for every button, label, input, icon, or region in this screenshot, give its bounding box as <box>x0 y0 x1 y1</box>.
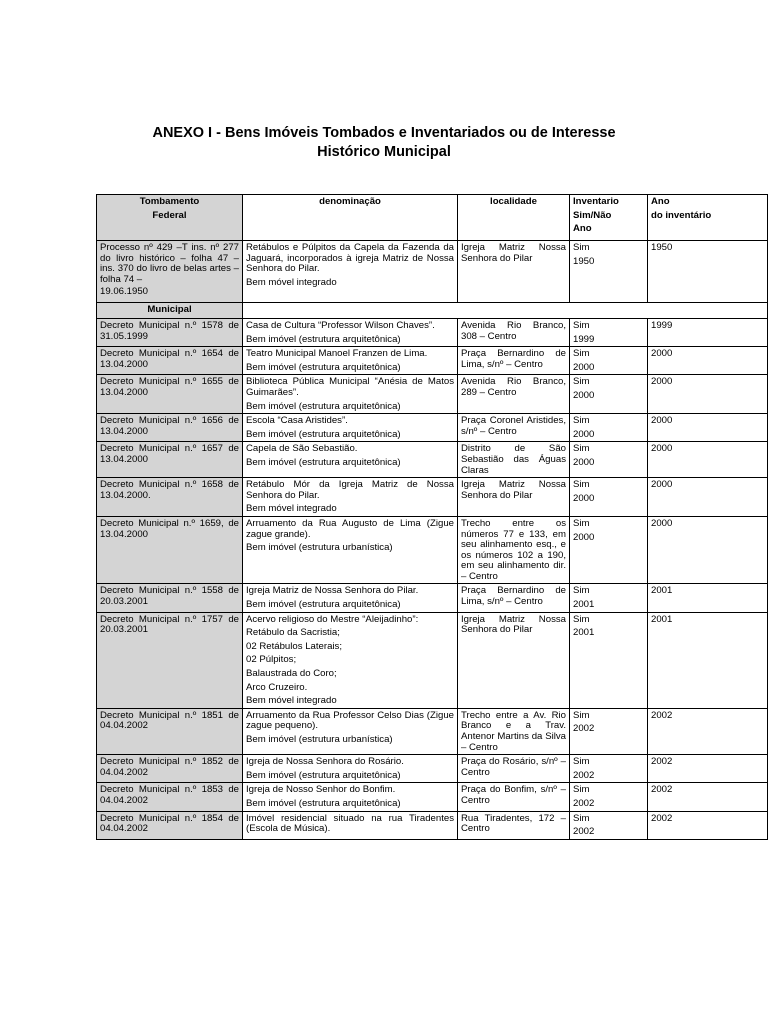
localidade-cell: Trecho entre a Av. Rio Branco e a Trav. Antenor Martins da Silva – Centro <box>458 708 570 754</box>
ano-cell: 2000 <box>648 442 768 478</box>
federal-inventario-cell <box>570 241 648 303</box>
denominacao-line: Arruamento da Rua Augusto de Lima (Zigue zague grande). <box>246 517 454 540</box>
title-line-2: Histórico Municipal <box>317 144 451 160</box>
ano-cell: 2001 <box>648 612 768 708</box>
denominacao-line: Acervo religioso do Mestre “Aleijadinho”: <box>246 613 419 625</box>
denominacao-line: Igreja Matriz de Nossa Senhora do Pilar. <box>246 585 419 597</box>
table-row <box>97 347 768 375</box>
inventario-ano: 2002 <box>573 723 595 735</box>
table-row <box>97 811 768 839</box>
denominacao-line: Teatro Municipal Manoel Franzen de Lima. <box>246 348 428 360</box>
federal-denominacao-text: Retábulos e Púlpitos da Capela da Fazenda da Jaguará, incorporados à igreja Matriz de Nossa Senhora do Pilar. <box>246 242 454 275</box>
federal-denominacao-type: Bem móvel integrado <box>246 276 337 288</box>
document-title <box>96 124 672 162</box>
denominacao-line: Retábulo Mór da Igreja Matriz de Nossa Senhora do Pilar. <box>246 479 454 501</box>
localidade-cell: Igreja Matriz Nossa Senhora do Pilar <box>458 478 570 517</box>
denominacao-line: Bem imóvel (estrutura arquitetônica) <box>246 599 401 611</box>
table-row <box>97 478 768 517</box>
header-inventario-line: Inventario <box>573 196 619 207</box>
inventario-cell <box>570 708 648 754</box>
denominacao-line: Bem imóvel (estrutura arquitetônica) <box>246 797 401 809</box>
denominacao-line: Igreja de Nosso Senhor do Bonfim. <box>246 784 396 796</box>
tombamento-cell: Decreto Municipal n.º 1658 de 13.04.2000. <box>97 478 243 517</box>
table-row <box>97 755 768 783</box>
ano-cell: 2000 <box>648 478 768 517</box>
table-row-municipal-heading <box>97 303 768 319</box>
tombamento-cell: Decreto Municipal n.º 1854 de 04.04.2002 <box>97 811 243 839</box>
heritage-table <box>96 194 768 840</box>
inventario-cell <box>570 478 648 517</box>
inventario-ano: 2000 <box>573 492 595 504</box>
header-ano <box>648 195 768 241</box>
localidade-cell: Avenida Rio Branco, 308 – Centro <box>458 319 570 347</box>
localidade-cell: Praça do Rosário, s/nº – Centro <box>458 755 570 783</box>
header-tombamento <box>97 195 243 241</box>
federal-tombamento-text: Processo nº 429 –T ins. nº 277 do livro histórico – folha 47 – ins. 370 do livro de belas artes – folha 74 – <box>100 242 239 285</box>
denominacao-line: Igreja de Nossa Senhora do Rosário. <box>246 756 404 768</box>
federal-localidade-cell: Igreja Matriz Nossa Senhora do Pilar <box>458 241 570 303</box>
inventario-sim: Sim <box>573 812 590 824</box>
table-row <box>97 319 768 347</box>
tombamento-cell: Decreto Municipal n.º 1659, de 13.04.2000 <box>97 516 243 584</box>
inventario-sim: Sim <box>573 376 590 388</box>
localidade-cell: Distrito de São Sebastião das Águas Claras <box>458 442 570 478</box>
ano-cell: 2002 <box>648 708 768 754</box>
denominacao-cell <box>243 708 458 754</box>
ano-cell: 2000 <box>648 414 768 442</box>
denominacao-line: Retábulo da Sacristia; <box>246 627 340 639</box>
tombamento-cell: Decreto Municipal n.º 1853 de 04.04.2002 <box>97 783 243 811</box>
tombamento-cell: Decreto Municipal n.º 1757 de 20.03.2001 <box>97 612 243 708</box>
table-row-federal <box>97 241 768 303</box>
header-federal-label: Federal <box>152 209 187 221</box>
inventario-sim: Sim <box>573 320 590 331</box>
ano-cell: 2000 <box>648 347 768 375</box>
federal-inventario-ano: 1950 <box>573 255 595 267</box>
denominacao-cell <box>243 516 458 584</box>
inventario-sim: Sim <box>573 415 590 427</box>
denominacao-cell <box>243 584 458 612</box>
denominacao-line: Casa de Cultura “Professor Wilson Chaves”. <box>246 320 435 331</box>
inventario-ano: 2000 <box>573 389 595 401</box>
localidade-cell: Avenida Rio Branco, 289 – Centro <box>458 375 570 414</box>
header-tombamento-label: Tombamento <box>139 196 200 207</box>
denominacao-line: Bem móvel integrado <box>246 695 337 707</box>
table-row <box>97 783 768 811</box>
inventario-sim: Sim <box>573 756 590 768</box>
denominacao-cell <box>243 442 458 478</box>
inventario-ano: 2002 <box>573 826 595 838</box>
inventario-sim: Sim <box>573 613 590 625</box>
denominacao-line: Bem imóvel (estrutura arquitetônica) <box>246 769 401 781</box>
localidade-cell: Praça do Bonfim, s/nº – Centro <box>458 783 570 811</box>
denominacao-line: Bem imóvel (estrutura arquitetônica) <box>246 361 401 373</box>
tombamento-cell: Decreto Municipal n.º 1655 de 13.04.2000 <box>97 375 243 414</box>
inventario-ano: 2001 <box>573 599 595 611</box>
denominacao-cell <box>243 755 458 783</box>
header-localidade: localidade <box>458 195 570 241</box>
header-inventario-line: Sim/Não <box>573 209 612 221</box>
title-line-1: ANEXO I - Bens Imóveis Tombados e Inventariados ou de Interesse <box>152 125 616 141</box>
inventario-sim: Sim <box>573 443 590 455</box>
tombamento-cell: Decreto Municipal n.º 1656 de 13.04.2000 <box>97 414 243 442</box>
tombamento-cell: Decreto Municipal n.º 1578 de 31.05.1999 <box>97 319 243 347</box>
inventario-cell <box>570 442 648 478</box>
tombamento-cell: Decreto Municipal n.º 1852 de 04.04.2002 <box>97 755 243 783</box>
inventario-sim: Sim <box>573 709 590 721</box>
inventario-sim: Sim <box>573 479 590 491</box>
localidade-cell: Igreja Matriz Nossa Senhora do Pilar <box>458 612 570 708</box>
denominacao-line: Arco Cruzeiro. <box>246 681 308 693</box>
localidade-cell: Praça Bernardino de Lima, s/nº – Centro <box>458 584 570 612</box>
denominacao-cell <box>243 783 458 811</box>
denominacao-line: Biblioteca Pública Municipal “Anésia de Matos Guimarães”. <box>246 376 454 398</box>
denominacao-line: Bem imóvel (estrutura arquitetônica) <box>246 333 401 345</box>
denominacao-cell <box>243 347 458 375</box>
inventario-cell <box>570 347 648 375</box>
denominacao-line: 02 Retábulos Laterais; <box>246 640 342 652</box>
table-row <box>97 516 768 584</box>
localidade-cell: Praça Coronel Aristides, s/nº – Centro <box>458 414 570 442</box>
inventario-sim: Sim <box>573 784 590 796</box>
municipal-section-filler <box>243 303 768 319</box>
inventario-cell <box>570 755 648 783</box>
federal-inventario-sim: Sim <box>573 242 590 253</box>
inventario-ano: 1999 <box>573 333 595 345</box>
inventario-sim: Sim <box>573 585 590 597</box>
denominacao-line: Bem imóvel (estrutura urbanística) <box>246 734 393 745</box>
denominacao-cell <box>243 414 458 442</box>
header-inventario <box>570 195 648 241</box>
denominacao-line: Arruamento da Rua Professor Celso Dias (Zigue zague pequeno). <box>246 709 454 732</box>
ano-cell: 1999 <box>648 319 768 347</box>
header-ano-line: Ano <box>651 196 670 207</box>
ano-cell: 2000 <box>648 375 768 414</box>
localidade-cell: Rua Tiradentes, 172 – Centro <box>458 811 570 839</box>
denominacao-line: Imóvel residencial situado na rua Tiradentes (Escola de Música). <box>246 812 454 835</box>
inventario-ano: 2002 <box>573 797 595 809</box>
ano-cell: 2002 <box>648 811 768 839</box>
denominacao-line: Bem móvel integrado <box>246 503 337 515</box>
table-row <box>97 414 768 442</box>
denominacao-cell <box>243 478 458 517</box>
table-row <box>97 442 768 478</box>
denominacao-line: Escola “Casa Aristides”. <box>246 415 348 427</box>
inventario-ano: 2002 <box>573 769 595 781</box>
denominacao-line: Bem imóvel (estrutura arquitetônica) <box>246 456 401 468</box>
ano-cell: 2001 <box>648 584 768 612</box>
header-inventario-line: Ano <box>573 223 592 235</box>
denominacao-line: Bem imóvel (estrutura arquitetônica) <box>246 428 401 440</box>
federal-tombamento-cell <box>97 241 243 303</box>
municipal-section-label: Municipal <box>97 303 243 319</box>
denominacao-cell <box>243 375 458 414</box>
inventario-cell <box>570 414 648 442</box>
table-row <box>97 708 768 754</box>
inventario-cell <box>570 811 648 839</box>
inventario-cell <box>570 584 648 612</box>
tombamento-cell: Decreto Municipal n.º 1654 de 13.04.2000 <box>97 347 243 375</box>
localidade-cell: Trecho entre os números 77 e 133, em seu alinhamento esq., e os números 102 a 190, em seu alinhamento dir. – Centro <box>458 516 570 584</box>
inventario-cell <box>570 319 648 347</box>
denominacao-cell <box>243 612 458 708</box>
ano-cell: 2002 <box>648 755 768 783</box>
inventario-ano: 2000 <box>573 531 595 543</box>
federal-ano-cell: 1950 <box>648 241 768 303</box>
federal-tombamento-date: 19.06.1950 <box>100 286 149 298</box>
inventario-ano: 2000 <box>573 361 595 373</box>
inventario-ano: 2000 <box>573 456 595 468</box>
table-row <box>97 612 768 708</box>
denominacao-line: Bem imóvel (estrutura arquitetônica) <box>246 400 401 412</box>
denominacao-line: Bem imóvel (estrutura urbanística) <box>246 542 393 554</box>
denominacao-cell <box>243 319 458 347</box>
inventario-ano: 2001 <box>573 627 595 639</box>
ano-cell: 2002 <box>648 783 768 811</box>
denominacao-cell <box>243 811 458 839</box>
denominacao-line: Balaustrada do Coro; <box>246 668 337 680</box>
localidade-cell: Praça Bernardino de Lima, s/nº – Centro <box>458 347 570 375</box>
table-row <box>97 584 768 612</box>
inventario-cell <box>570 612 648 708</box>
inventario-sim: Sim <box>573 348 590 360</box>
tombamento-cell: Decreto Municipal n.º 1558 de 20.03.2001 <box>97 584 243 612</box>
inventario-ano: 2000 <box>573 428 595 440</box>
header-denominacao: denominação <box>243 195 458 241</box>
inventario-cell <box>570 516 648 584</box>
header-ano-line: do inventário <box>651 209 712 221</box>
denominacao-line: Capela de São Sebastião. <box>246 443 358 455</box>
federal-denominacao-cell <box>243 241 458 303</box>
table-header-row <box>97 195 768 241</box>
denominacao-line: 02 Púlpitos; <box>246 654 297 666</box>
tombamento-cell: Decreto Municipal n.º 1851 de 04.04.2002 <box>97 708 243 754</box>
inventario-cell <box>570 375 648 414</box>
tombamento-cell: Decreto Municipal n.º 1657 de 13.04.2000 <box>97 442 243 478</box>
table-row <box>97 375 768 414</box>
inventario-cell <box>570 783 648 811</box>
inventario-sim: Sim <box>573 517 590 529</box>
ano-cell: 2000 <box>648 516 768 584</box>
